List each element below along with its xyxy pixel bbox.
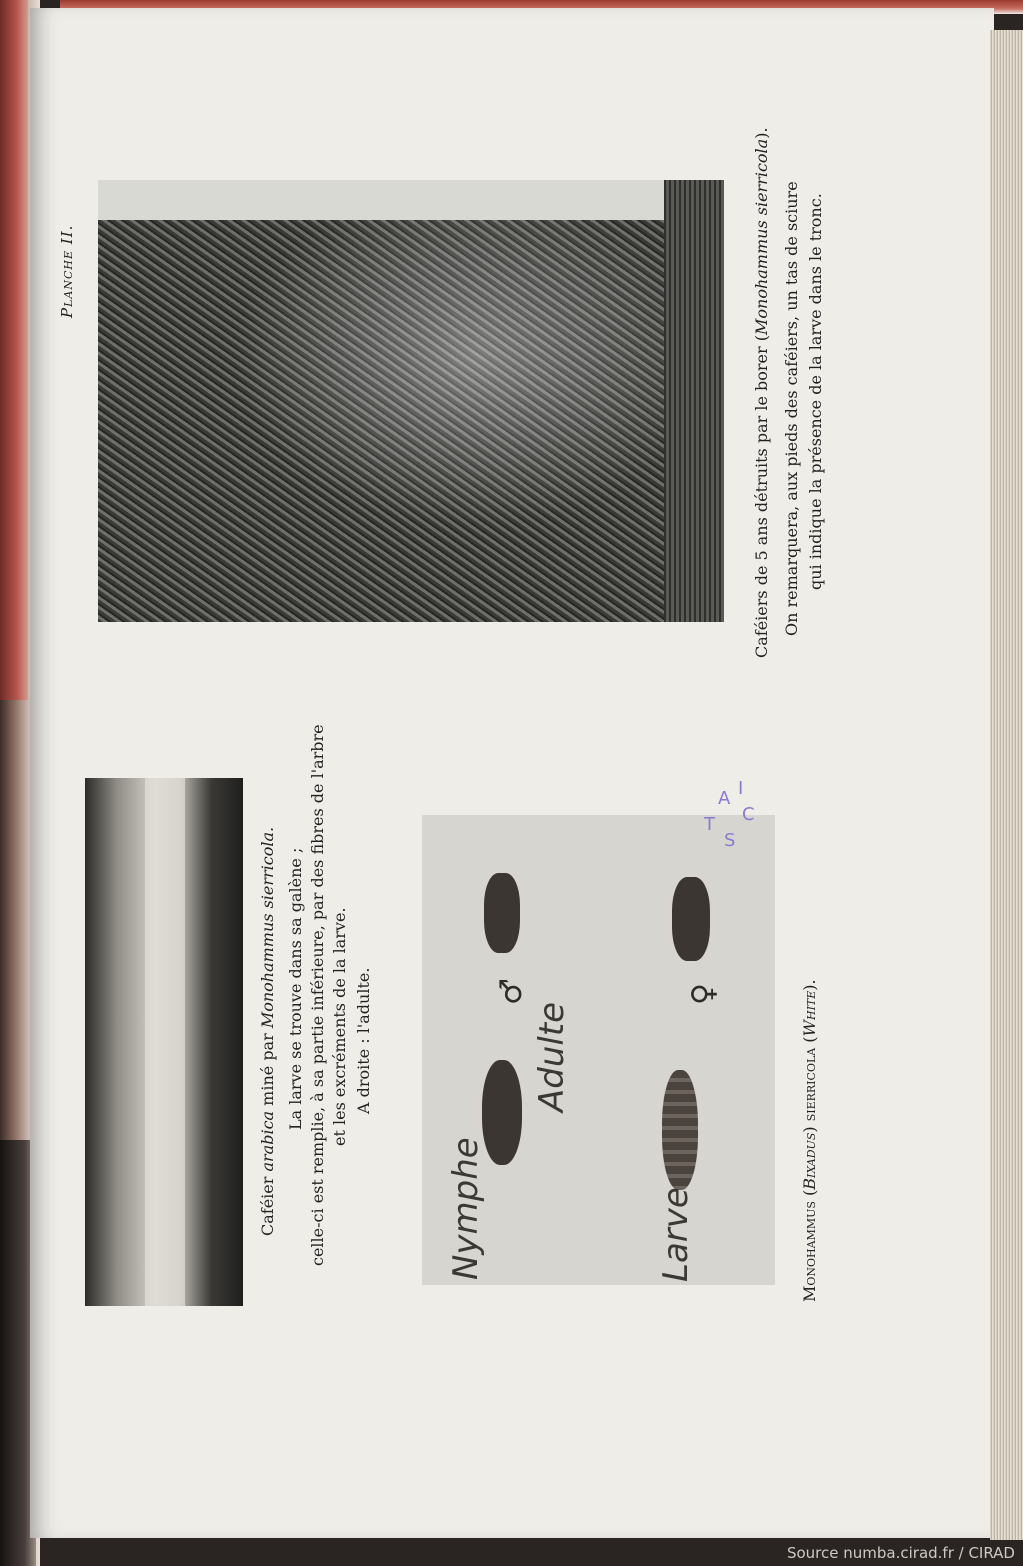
trunk-caption-species: Monohammus sierricola. bbox=[258, 826, 277, 1029]
plantation-ground bbox=[664, 180, 724, 622]
stamp-letter: S bbox=[724, 830, 736, 851]
trunk-caption-line4: et les excréments de la larve. bbox=[330, 907, 349, 1146]
trunk-caption-line2: La larve se trouve dans sa galène ; bbox=[286, 847, 305, 1130]
trunk-caption-arabica: arabica bbox=[258, 1110, 277, 1172]
stamp-letter: A bbox=[718, 788, 731, 809]
plantation-caption-species: Monohammus sierricola bbox=[752, 138, 771, 335]
plantation-caption-pre: Caféiers de 5 ans détruits par le borer ( bbox=[752, 335, 771, 658]
nymph-label: Nymphe bbox=[446, 1137, 486, 1280]
plate-label: Planche II. bbox=[58, 224, 76, 318]
trunk-photo bbox=[85, 778, 243, 1306]
insects-caption bbox=[800, 979, 819, 1302]
page-stack-edge bbox=[990, 30, 1023, 1540]
plantation-caption-post: ). bbox=[752, 127, 771, 139]
male-symbol: ♂ bbox=[494, 978, 529, 1005]
plantation-sky bbox=[98, 180, 724, 220]
larva-label: Larve bbox=[656, 1187, 696, 1282]
stamp-letter: T bbox=[704, 814, 715, 835]
adult-label: Adulte bbox=[532, 1001, 572, 1112]
library-stamp bbox=[698, 780, 768, 850]
trunk-caption-title bbox=[258, 827, 277, 1236]
stamp-letter: I bbox=[738, 778, 744, 799]
trunk-wood bbox=[145, 778, 185, 1306]
insects-caption-author: White bbox=[800, 990, 819, 1037]
plantation-photo bbox=[98, 180, 724, 622]
spine-red-cover bbox=[0, 0, 28, 700]
female-symbol: ♀ bbox=[686, 983, 721, 1005]
larva-specimen bbox=[662, 1070, 698, 1190]
insects-caption-pre: Monohammus ( bbox=[800, 1189, 819, 1302]
adult-beetle-female bbox=[672, 877, 710, 961]
trunk-caption-pre: Caféier bbox=[258, 1171, 277, 1236]
adult-beetle-male bbox=[484, 873, 520, 953]
stamp-letter: C bbox=[742, 804, 755, 825]
trunk-caption-line5: A droite : l'adulte. bbox=[354, 967, 373, 1114]
insects-caption-mid: ) sierricola ( bbox=[800, 1036, 819, 1133]
insects-caption-post: ). bbox=[800, 979, 819, 991]
trunk-caption-line3: celle-ci est remplie, à sa partie inférieure, par des fibres de l'arbre bbox=[308, 724, 327, 1266]
source-credit: Source numba.cirad.fr / CIRAD bbox=[786, 1544, 1015, 1562]
plantation-caption-title bbox=[752, 127, 771, 658]
plantation-caption-line3: qui indique la présence de la larve dans le tronc. bbox=[806, 193, 825, 590]
trunk-caption-mid: miné par bbox=[258, 1028, 277, 1111]
nymph-specimen bbox=[482, 1060, 522, 1165]
insects-caption-subgenus: Bixadus bbox=[800, 1132, 819, 1190]
plantation-caption-line2: On remarquera, aux pieds des caféiers, un tas de sciure bbox=[782, 181, 801, 636]
